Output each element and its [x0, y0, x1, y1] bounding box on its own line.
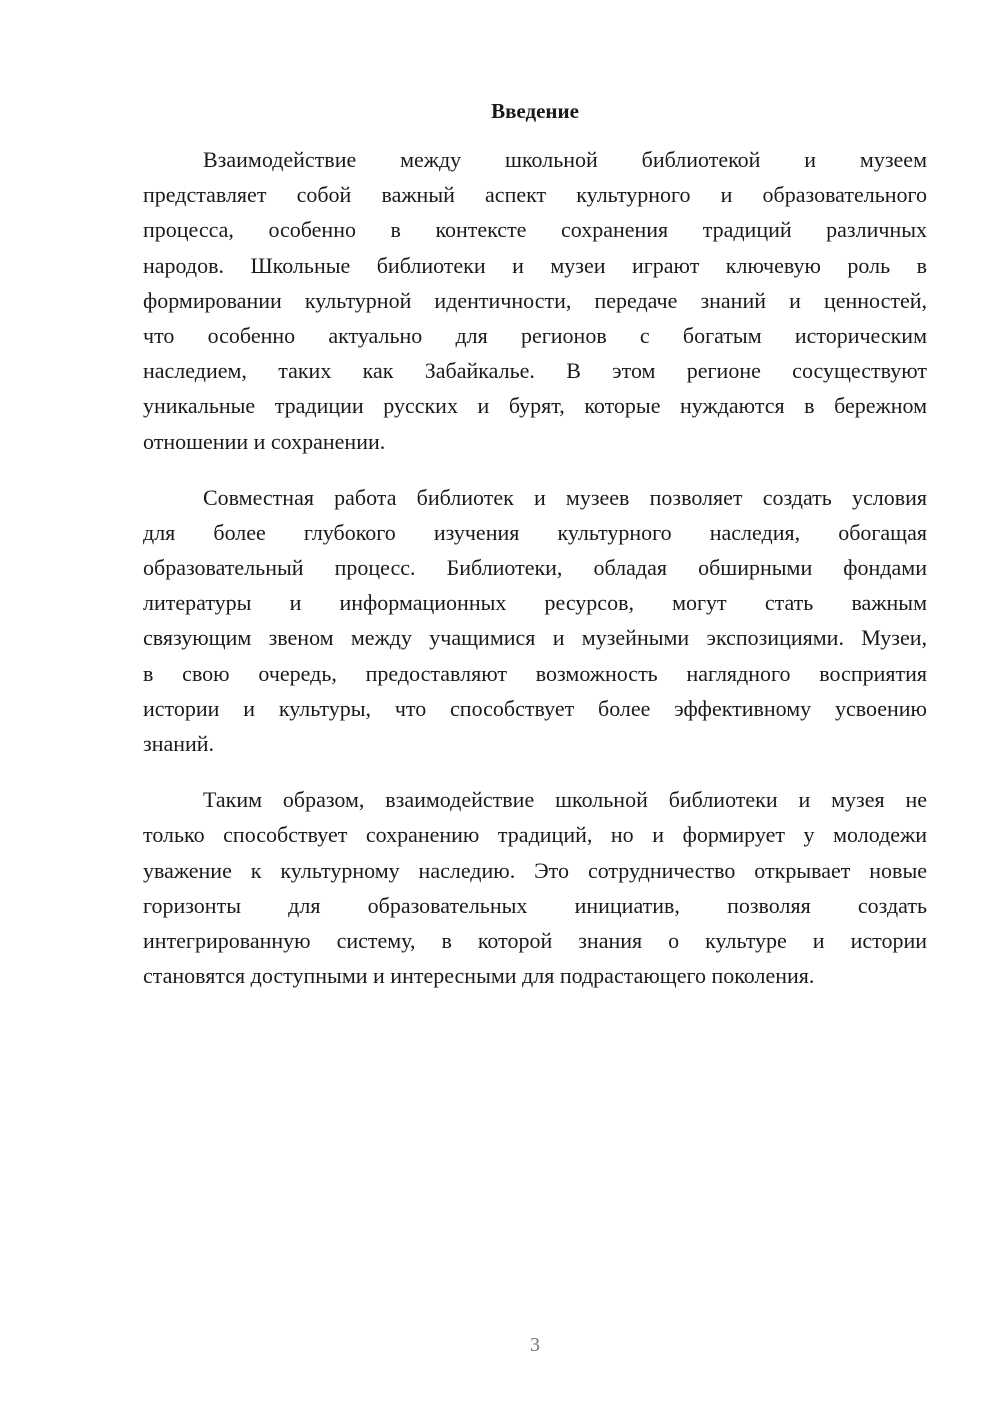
text-line: только способствует сохранению традиций, но и формирует у молодежи — [143, 822, 927, 848]
text-line: Взаимодействие между школьной библиотекой и музеем — [203, 147, 927, 172]
text-line: истории и культуры, что способствует более эффективному усвоению — [143, 695, 927, 721]
paragraph — [143, 480, 927, 762]
text-line: народов. Школьные библиотеки и музеи играют ключевую роль в — [143, 252, 927, 278]
text-line: наследием, таких как Забайкалье. В этом регионе сосуществуют — [143, 358, 927, 384]
text-line: становятся доступными и интересными для подрастающего поколения. — [143, 963, 815, 989]
text-line: представляет собой важный аспект культурного и образовательного — [143, 182, 927, 208]
text-line: горизонты для образовательных инициатив, позволяя создать — [143, 892, 927, 918]
document-body — [143, 142, 927, 1014]
text-line: уважение к культурному наследию. Это сотрудничество открывает новые — [143, 857, 927, 883]
text-line: уникальные традиции русских и бурят, которые нуждаются в бережном — [143, 393, 927, 419]
text-line: литературы и информационных ресурсов, могут стать важным — [143, 590, 927, 616]
text-line: образовательный процесс. Библиотеки, обладая обширными фондами — [143, 555, 927, 581]
page-number: 3 — [530, 1334, 540, 1356]
text-line: Таким образом, взаимодействие школьной библиотеки и музея не — [203, 787, 927, 813]
paragraph — [143, 782, 927, 993]
text-line: в свою очередь, предоставляют возможность наглядного восприятия — [143, 660, 927, 686]
text-line: связующим звеном между учащимися и музейными экспозициями. Музеи, — [143, 625, 927, 651]
text-line: отношении и сохранении. — [143, 428, 386, 454]
text-line: что особенно актуально для регионов с богатым историческим — [143, 322, 927, 348]
paragraph — [143, 142, 927, 459]
text-line: Совместная работа библиотек и музеев позволяет создать условия — [203, 484, 927, 510]
text-line: формировании культурной идентичности, передаче знаний и ценностей, — [143, 287, 927, 313]
text-line: для более глубокого изучения культурного наследия, обогащая — [143, 519, 927, 545]
text-line: знаний. — [143, 731, 215, 756]
text-line: процесса, особенно в контексте сохранения традиций различных — [143, 217, 927, 243]
section-title: Введение — [491, 99, 579, 123]
text-line: интегрированную систему, в которой знания о культуре и истории — [143, 927, 927, 953]
